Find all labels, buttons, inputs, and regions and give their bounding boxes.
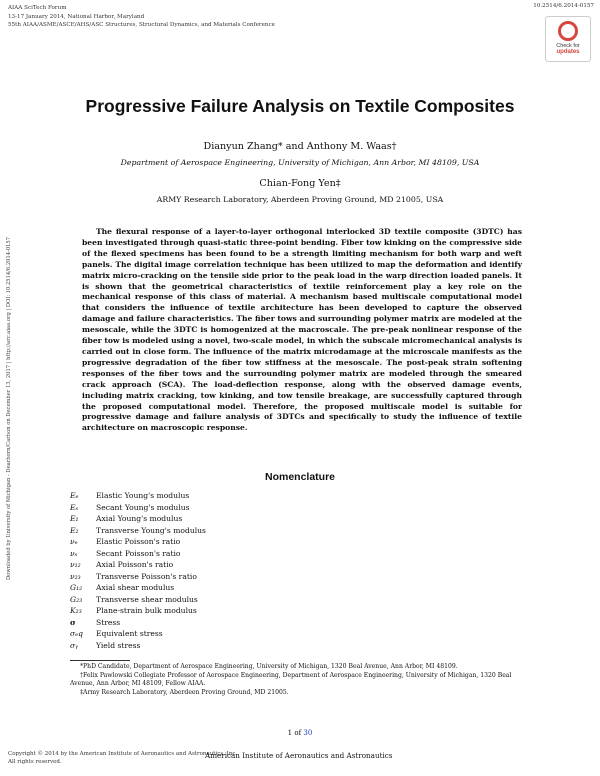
footnote-rule	[70, 660, 130, 661]
footnote-3: ‡Army Research Laboratory, Aberdeen Proving Ground, MD 21005.	[80, 689, 289, 696]
nomenclature-symbol: σ	[70, 617, 76, 627]
conference-line: 13-17 January 2014, National Harbor, Maryland	[8, 13, 145, 20]
nomenclature-description: Axial shear modulus	[96, 583, 175, 592]
nomenclature-description: Transverse shear modulus	[96, 594, 198, 604]
nomenclature-description: Axial Young's modulus	[96, 514, 183, 523]
footnote-1: *PhD Candidate, Department of Aerospace Engineering, University of Michigan, 1320 Beal Avenue, Ann Arbor, MI 48109.	[80, 663, 458, 670]
authors-primary: Dianyun Zhang* and Anthony M. Waas†	[203, 141, 397, 152]
conference-line: 55th AIAA/ASME/ASCE/AHS/ASC Structures, Structural Dynamics, and Materials Conference	[8, 22, 275, 29]
nomenclature-description: Equivalent stress	[96, 629, 163, 638]
nomenclature-row	[70, 640, 206, 652]
nomenclature-symbol: E₁	[70, 514, 79, 523]
nomenclature-description: Secant Poisson's ratio	[96, 548, 181, 558]
check-for-updates-badge[interactable]	[545, 16, 591, 62]
nomenclature-description: Stress	[96, 617, 121, 627]
nomenclature-row	[70, 502, 206, 514]
paper-title: Progressive Failure Analysis on Textile Composites	[85, 96, 515, 116]
nomenclature-row	[70, 617, 206, 629]
conference-info	[8, 4, 275, 30]
nomenclature-symbol: νₛ	[70, 548, 78, 558]
nomenclature-row	[70, 525, 206, 537]
footnote-2: †Felix Pawlowski Collegiate Professor of Aerospace Engineering, Department of Aerospace Engineering, University of Michigan, 1320 Beal Avenue, Ann Arbor, MI 48109, Fellow AIAA.	[70, 672, 512, 688]
nomenclature-description: Elastic Poisson's ratio	[96, 537, 181, 546]
nomenclature-row	[70, 548, 206, 560]
nomenclature-symbol: νₑ	[70, 537, 78, 546]
download-note: Downloaded by University of Michigan - Dearborn/Carbon on December 13, 2017 | http://arc.aiaa.org | DOI: 10.2514/6.2014-0157	[6, 236, 12, 580]
nomenclature-row	[70, 513, 206, 525]
page-total-link[interactable]: 30	[303, 729, 313, 737]
nomenclature-description: Plane-strain bulk modulus	[96, 606, 197, 615]
nomenclature-symbol: σₑq	[70, 629, 83, 638]
nomenclature-symbol: G₂₃	[70, 594, 83, 604]
nomenclature-row	[70, 594, 206, 606]
doi-label[interactable]: 10.2514/6.2014-0157	[533, 3, 594, 9]
affiliation-secondary: ARMY Research Laboratory, Aberdeen Proving Ground, MD 21005, USA	[156, 195, 444, 204]
institute-footer: American Institute of Aeronautics and Astronautics	[205, 751, 393, 760]
nomenclature-heading: Nomenclature	[264, 471, 336, 483]
nomenclature-symbol: σᵧ	[70, 640, 79, 650]
page-of: of	[294, 729, 302, 737]
conference-line: AIAA SciTech Forum	[8, 5, 67, 11]
affiliation-primary: Department of Aerospace Engineering, University of Michigan, Ann Arbor, MI 48109, USA	[120, 158, 480, 167]
nomenclature-row	[70, 490, 206, 502]
nomenclature-symbol: G₁₂	[70, 583, 83, 592]
authors-secondary: Chian-Fong Yen‡	[259, 178, 341, 189]
nomenclature-row	[70, 559, 206, 571]
copyright-note: Copyright © 2014 by the American Institute of Aeronautics and Astronautics, Inc. All rights reserved.	[8, 751, 238, 765]
page-number	[0, 729, 600, 737]
nomenclature-symbol: E₂	[70, 525, 79, 535]
nomenclature-row	[70, 571, 206, 583]
nomenclature-symbol: K₂₃	[70, 606, 82, 615]
check-updates-line1: Check for	[556, 43, 580, 49]
nomenclature-description: Transverse Poisson's ratio	[96, 571, 197, 581]
nomenclature-description: Axial Poisson's ratio	[96, 560, 174, 569]
nomenclature-symbol: ν₁₂	[70, 560, 81, 569]
nomenclature-description: Elastic Young's modulus	[96, 491, 190, 500]
nomenclature-symbol: Eₛ	[70, 502, 79, 512]
check-updates-line2: updates	[556, 49, 580, 55]
nomenclature-description: Secant Young's modulus	[96, 502, 190, 512]
nomenclature-row	[70, 605, 206, 617]
nomenclature-description: Transverse Young's modulus	[96, 525, 206, 535]
nomenclature-description: Yield stress	[96, 640, 141, 650]
nomenclature-symbol: ν₂₃	[70, 571, 81, 581]
nomenclature-row	[70, 582, 206, 594]
abstract: The flexural response of a layer-to-layer orthogonal interlocked 3D textile composite (3DTC) has been investigated through quasi-static three-point bending. Fiber tow kinking on the compressive side of the flexed specimens has been found to be a strength limiting mechanism for both warp and weft panels. The digital image correlation technique has been utilized to map the deformation and identify matrix micro-cracking on the tensile side prior to the peak load in the warp direction loaded panels. It is shown that the geometrical characteristics of textile reinforcement play a key role on the mechanical response of this class of material. A mechanism based multiscale computational model that considers the influence of textile architecture has been developed to capture the observed damage and failure characteristics. The fiber tows and surrounding polymer matrix are modeled at the mesoscale, while the 3DTC is homogenized at the macroscale. The pre-peak nonlinear response of the fiber tow is modeled using a novel, two-scale model, in which the subscale micromechanical analysis is carried out in close form. The influence of the matrix microdamage at the microscale manifests as the progressive degradation of the fiber tow stiffness at the mesoscale. The post-peak strain softening responses of the fiber tows and the surrounding polymer matrix are modeled through the smeared crack approach (SCA). The load-deflection response, along with the observed damage events, including matrix cracking, tow kinking, and tow tensile breakage, are successfully captured through the proposed computational model. Therefore, the proposed multiscale model is suitable for progressive damage and failure analysis of 3DTCs and specifically to study the influence of textile architecture on macroscopic response.	[82, 227, 522, 433]
nomenclature-list	[70, 490, 206, 651]
nomenclature-row	[70, 628, 206, 640]
nomenclature-row	[70, 536, 206, 548]
page-current: 1	[287, 729, 293, 737]
check-updates-icon	[558, 21, 578, 41]
nomenclature-symbol: Eₑ	[70, 491, 79, 500]
